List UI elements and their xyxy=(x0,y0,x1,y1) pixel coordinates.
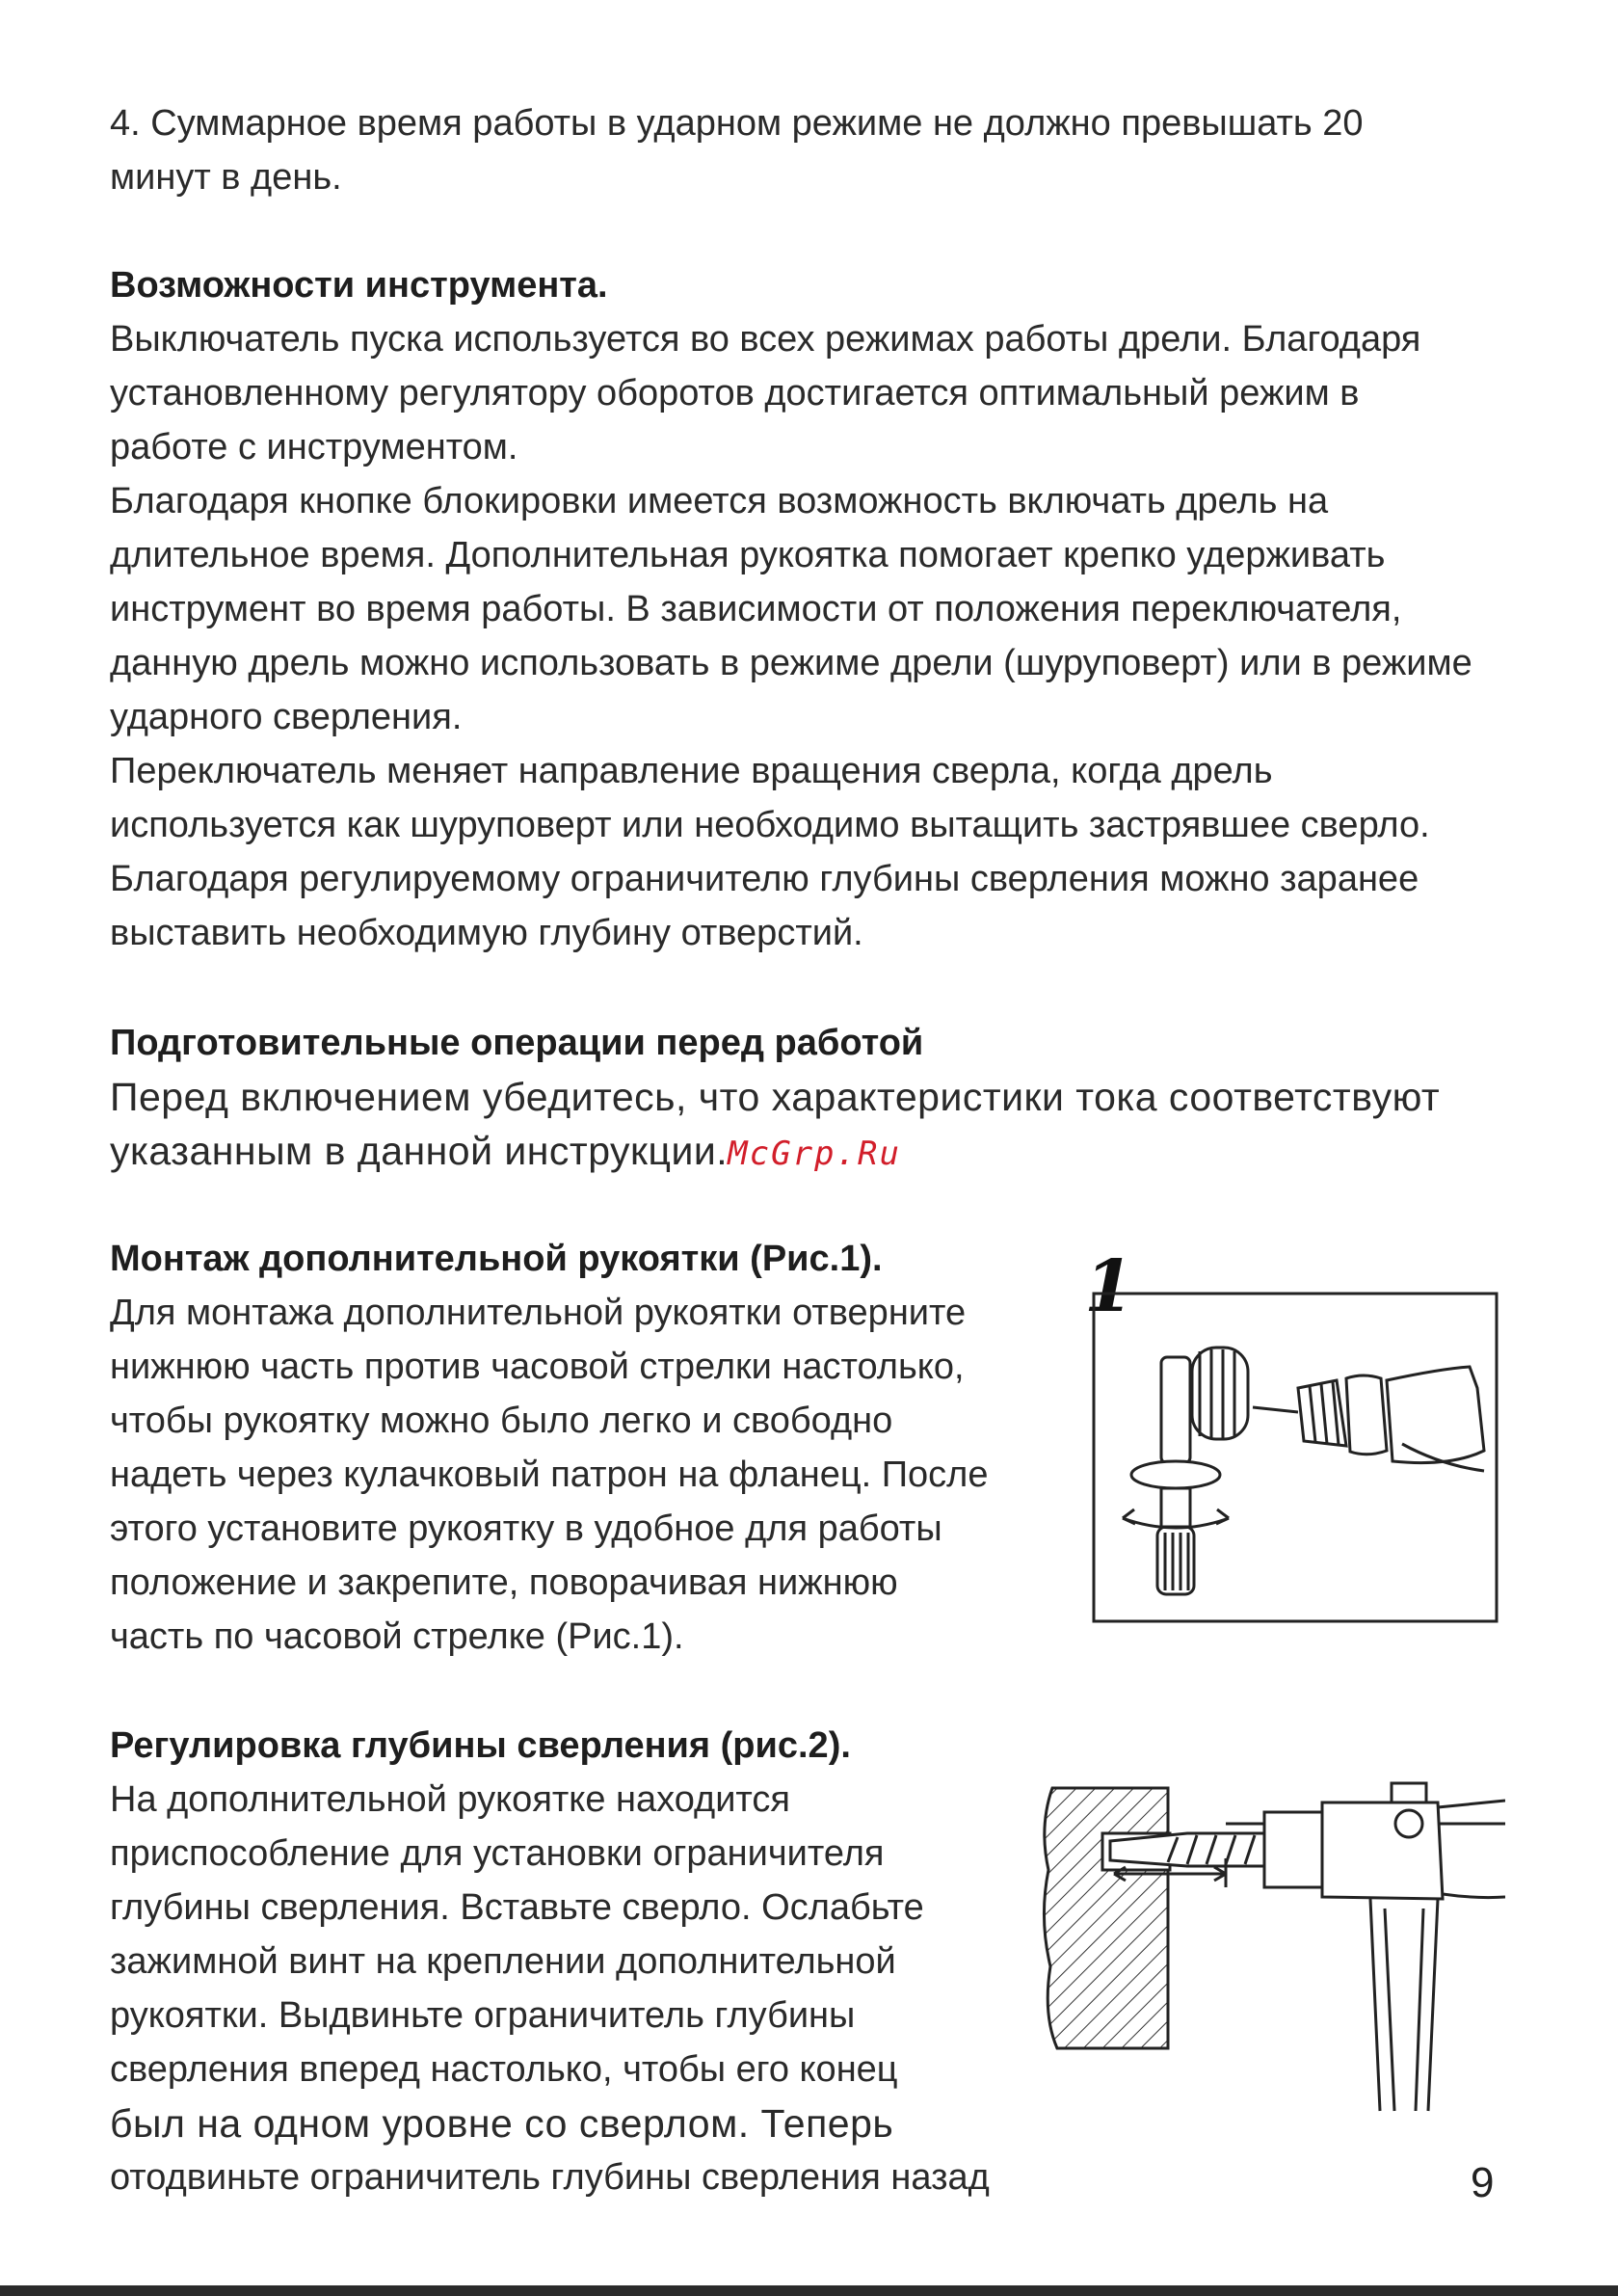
features-section xyxy=(110,258,1472,960)
handle-heading: Монтаж дополнительной рукоятки (Рис.1). xyxy=(110,1239,883,1279)
paragraph-line: зажимной винт на креплении дополнительной xyxy=(110,1941,896,1982)
paragraph-line: Благодаря кнопке блокировки имеется возможность включать дрель на xyxy=(110,481,1329,521)
paragraph-line: надеть через кулачковый патрон на фланец. После xyxy=(110,1455,989,1495)
paragraph-line: положение и закрепите, поворачивая нижнюю xyxy=(110,1562,898,1603)
figure-2-depth-adjustment xyxy=(1033,1774,1505,2121)
paragraph-line: глубины сверления. Вставьте сверло. Ослабьте xyxy=(110,1887,924,1928)
paragraph-line: используется как шуруповерт или необходимо вытащить застрявшее сверло. xyxy=(110,805,1430,845)
paragraph-line: Благодаря регулируемому ограничителю глубины сверления можно заранее xyxy=(110,859,1419,899)
drill-drawing xyxy=(1253,1367,1484,1471)
figure-number: 1 xyxy=(1084,1245,1134,1328)
handle-section xyxy=(110,1232,988,1664)
handle-drawing xyxy=(1123,1348,1248,1594)
paragraph-line: инструмент во время работы. В зависимости от положения переключателя, xyxy=(110,589,1402,629)
paragraph-line: чтобы рукоятку можно было легко и свободно xyxy=(110,1401,893,1441)
paragraph-text: указанным в данной инструкции. xyxy=(110,1129,729,1173)
paragraph-line xyxy=(110,1124,1440,1181)
paragraph-line: рукоятки. Выдвиньте ограничитель глубины xyxy=(110,1995,856,2036)
paragraph-line: данную дрель можно использовать в режиме дрели (шуруповерт) или в режиме xyxy=(110,643,1472,683)
paragraph-line: длительное время. Дополнительная рукоятка помогает крепко удерживать xyxy=(110,535,1386,575)
bottom-rule xyxy=(0,2285,1618,2296)
figure-1-handle-mounting xyxy=(1074,1243,1508,1629)
paragraph-line: приспособление для установки ограничителя xyxy=(110,1833,885,1874)
page-number: 9 xyxy=(1471,2159,1495,2206)
paragraph-line: был на одном уровне со сверлом. Теперь xyxy=(110,2101,894,2146)
wall-section xyxy=(1044,1788,1170,2048)
item-4-line: 4. Суммарное время работы в ударном режиме не должно превышать 20 xyxy=(110,103,1364,144)
paragraph-line: сверления вперед настолько, чтобы его конец xyxy=(110,2049,898,2090)
paragraph-line: работе с инструментом. xyxy=(110,427,518,467)
features-heading: Возможности инструмента. xyxy=(110,265,608,306)
item-4 xyxy=(110,96,1364,204)
paragraph-line: отодвиньте ограничитель глубины сверления назад xyxy=(110,2157,990,2198)
drill-body xyxy=(1226,1783,1505,2111)
paragraph-line: Выключатель пуска используется во всех режимах работы дрели. Благодаря xyxy=(110,319,1421,360)
watermark: McGrp.Ru xyxy=(728,1135,901,1173)
item-4-line: минут в день. xyxy=(110,157,342,198)
paragraph-line: выставить необходимую глубину отверстий. xyxy=(110,913,863,953)
paragraph-line: На дополнительной рукоятке находится xyxy=(110,1779,790,1820)
preparation-heading: Подготовительные операции перед работой xyxy=(110,1023,924,1063)
paragraph-line: часть по часовой стрелке (Рис.1). xyxy=(110,1616,684,1657)
paragraph-line: установленному регулятору оборотов достигается оптимальный режим в xyxy=(110,373,1360,414)
paragraph-line: Переключатель меняет направление вращения сверла, когда дрель xyxy=(110,751,1273,791)
depth-section xyxy=(110,1719,990,2204)
paragraph-line: Перед включением убедитесь, что характеристики тока соответствуют xyxy=(110,1075,1441,1119)
paragraph-line: этого установите рукоятку в удобное для работы xyxy=(110,1508,942,1549)
preparation-section xyxy=(110,1016,1440,1181)
depth-heading: Регулировка глубины сверления (рис.2). xyxy=(110,1725,851,1766)
paragraph-line: Для монтажа дополнительной рукоятки отверните xyxy=(110,1293,967,1333)
drill-bit xyxy=(1110,1833,1264,1866)
paragraph-line: нижнюю часть против часовой стрелки настолько, xyxy=(110,1347,965,1387)
paragraph-line: ударного сверления. xyxy=(110,697,463,737)
